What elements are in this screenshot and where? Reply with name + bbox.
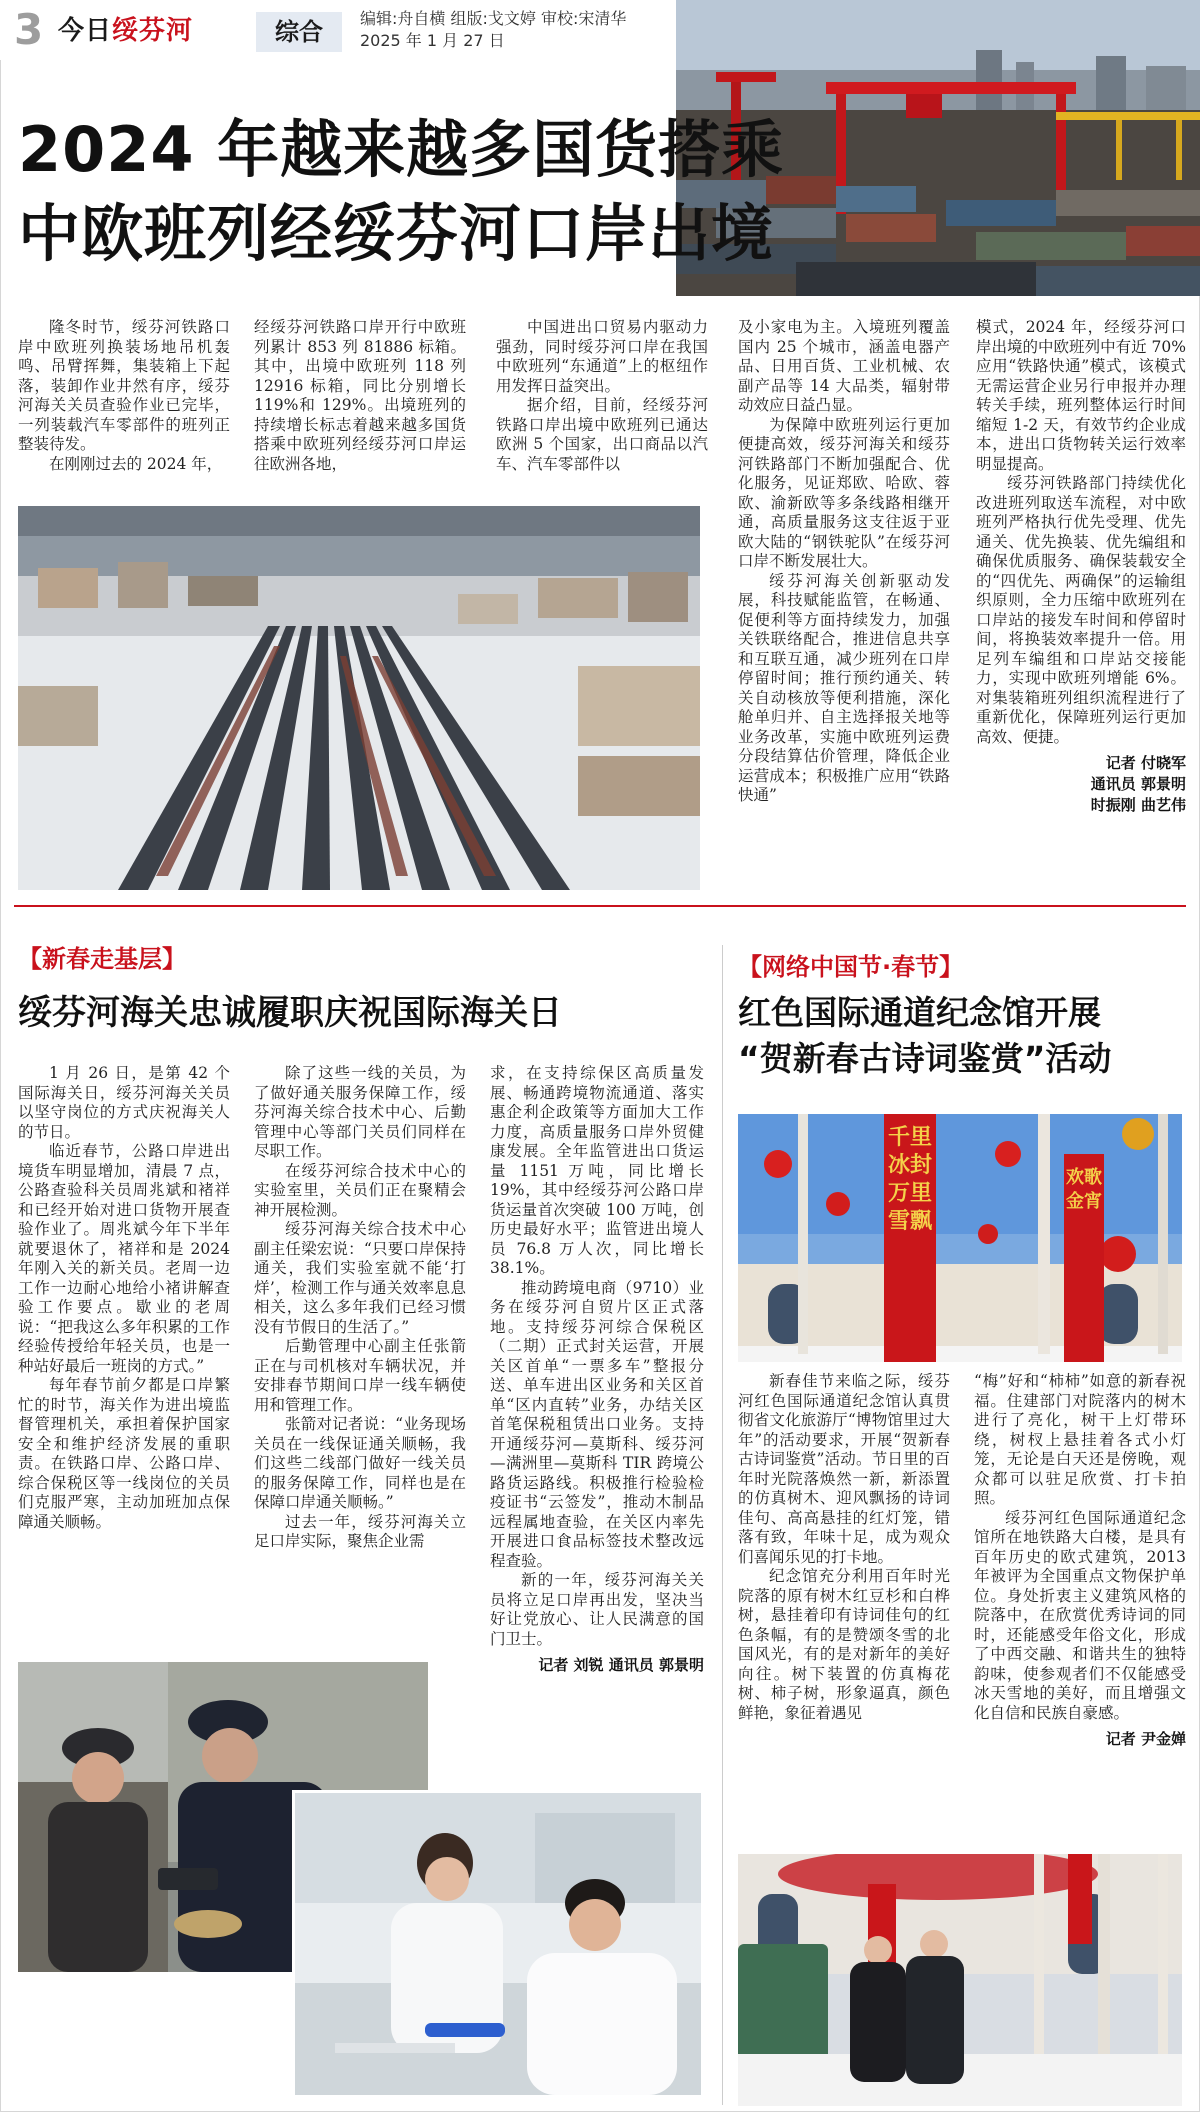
red-banner-right-text: 欢歌金宵 [1066,1167,1102,1212]
brand-name: 绥芬河 [112,16,194,46]
paragraph: 绥芬河铁路部门持续优化改进班列取送车流程，对中欧班列严格执行优先受理、优先通关、优先换装、优先编组和确保优质服务、确保装载安全的“四优先、两确保”的运输组织原则，全力压缩中欧班列在口岸站的接发车时间和停留时间，将换装效率提升一倍。用足列车编组和口岸站交接能力，实现中欧班列增能 6%。对集装箱班列组织流程进行了重新优化，保障班列运行更加高效、便捷。 [976,474,1186,746]
lead-column-2 [254,318,466,500]
paragraph: 1 月 26 日，是第 42 个国际海关日，绥芬河海关关员以坚守岗位的方式庆祝海关人的节日。 [18,1064,230,1141]
paragraph: 绥芬河红色国际通道纪念馆所在地铁路大白楼，是具有百年历史的欧式建筑，2013 年被评为全国重点文物保护单位。身处折衷主义建筑风格的院落中，在欣赏优秀诗词的同时，还能感受年俗文化，形成了中西交融、和谐共生的独特韵味，使参观者们不仅能感受冰天雪地的美好，而且增强文化自信和民族自豪感。 [974,1508,1186,1722]
paragraph: “梅”好和“柿柿”如意的新春祝福。住建部门对院落内的树木进行了亮化，树干上灯带环绕，树杈上悬挂着各式小灯笼，无论是白天还是傍晚，观众都可以驻足欣赏、打卡拍照。 [974,1372,1186,1507]
red-banners-photo [738,1114,1182,1362]
paragraph: 后勤管理中心副主任张箭正在与司机核对车辆状况，并安排春节期间口岸一线车辆使用和管理工作。 [254,1337,466,1414]
story2-headline: 绥芬河海关忠诚履职庆祝国际海关日 [18,993,562,1033]
paragraph: 新春佳节来临之际，绥芬河红色国际通道纪念馆认真贯彻省文化旅游厅“博物馆里过大年”的活动要求，开展“贺新春古诗词鉴赏”活动。节日里的百年时光院落焕然一新，新添置的仿真树木、迎风飘扬的诗词佳句、高高悬挂的红灯笼，错落有致，年味十足，成为观众们喜闻乐见的打卡地。 [738,1372,950,1566]
paragraph: 据介绍，目前，经绥芬河铁路口岸出境中欧班列已通达欧洲 5 个国家，出口商品以汽车、汽车零部件以 [496,396,708,473]
lead-column-4 [738,318,950,886]
paragraph: 在刚刚过去的 2024 年， [49,454,223,473]
paragraph: 过去一年，绥芬河海关立足口岸实际，聚焦企业需 [254,1512,466,1550]
credits [360,8,626,52]
masthead [0,0,680,60]
byline-correspondent-2: 时振刚 曲艺伟 [1090,796,1186,814]
story3-headline-line2: “贺新春古诗词鉴赏”活动 [738,1039,1112,1078]
visitors-courtyard-photo [738,1854,1182,2106]
red-banner-left-text: 千里冰封 万里雪飘 [887,1125,932,1234]
lead-headline-line1: 2024 年越来越多国货搭乘 [18,113,785,186]
brand-logo [58,16,193,46]
snowy-station-photo [18,506,700,890]
story3-headline-line1: 红色国际通道纪念馆开展 [738,993,1101,1032]
laboratory-illustration [295,1793,701,2095]
red-banners-illustration [738,1114,1182,1362]
paragraph: 推动跨境电商（9710）业务在绥芬河自贸片区正式落地。支持绥芬河综合保税区（二期）正式封关运营，开展关区首单“一票多车”整报分送、单车进出区业务和关区首单“区内直转”业务，办结关区首笔保税租赁出口业务。支持开通绥芬河—莫斯科、绥芬河—满洲里—莫斯科 TIR 跨境公路货运路线。积极推行检验检疫证书“云签发”，推动木制品远程属地查验，在关区内率先开展进口食品标签技术整改远程查验。 [490,1278,704,1570]
paragraph: 在绥芬河综合技术中心的实验室里，关员们正在聚精会神开展检测。 [254,1161,466,1219]
paragraph: 张箭对记者说：“业务现场关员在一线保证通关顺畅，我们这些二线部门做好一线关员的服务保障工作，同样也是在保障口岸通关顺畅。” [254,1415,466,1511]
lead-headline-line2: 中欧班列经绥芬河口岸出境 [18,197,775,270]
paragraph: 求，在支持综保区高质量发展、畅通跨境物流通道、落实惠企利企政策等方面加大工作力度，高质量服务口岸外贸健康发展。全年监管进出口货运量 1151 万吨，同比增长 19%，其中经绥芬河公路口岸货运量首次突破 100 万吨，创历史最好水平；监管进出境人员 76.8 万人次，同比增长 38.1%。 [490,1064,704,1277]
column-divider [722,945,723,2105]
page-number: 3 [14,5,44,54]
laboratory-photo [292,1790,704,2098]
brand-prefix: 今日 [58,16,113,46]
paragraph: 新的一年，绥芬河海关关员将立足口岸再出发，坚决当好让党放心、让人民满意的国门卫士。 [490,1571,704,1648]
snowy-station-illustration [18,506,700,890]
story2-byline: 记者 刘锐 通讯员 郭景明 [538,1656,704,1674]
byline-reporter: 记者 付晓军 [1105,754,1186,772]
story2-column-3 [490,1064,704,1754]
paragraph: 及小家电为主。入境班列覆盖国内 25 个城市，涵盖电器产品、日用百货、工业机械、农副产品等 14 大品类，辐射带动效应日益凸显。 [738,318,950,414]
story3-tag: 【网络中国节·春节】 [738,953,964,981]
story2-column-2 [254,1064,466,1648]
paragraph: 除了这些一线的关员，为了做好通关服务保障工作，绥芬河海关综合技术中心、后勤管理中心等部门关员们同样在尽职工作。 [254,1064,466,1160]
section-divider [14,905,1186,907]
story3-headline [738,990,1188,1082]
story3-byline: 记者 尹金婵 [1105,1730,1186,1748]
paragraph: 模式，2024 年，经绥芬河口岸出境的中欧班列中有近 70%应用“铁路快通”模式，该模式无需运营企业另行申报并办理转关手续，班列整体运行时间缩短 1-2 天，有效节约企业成本，进出口货物转关运行效率明显提高。 [976,318,1186,473]
paragraph: 绥芬河海关创新驱动发展，科技赋能监管，在畅通、促便利等方面持续发力，加强关铁联络配合，推进信息共享和互联互通，减少班列在口岸停留时间；推行预约通关、转关自动核放等便利措施，深化舱单归并、自主选择报关地等业务改革，实施中欧班列运费分段结算估价管理，降低企业运营成本；积极推广应用“铁路快通” [738,571,950,804]
story2-column-1 [18,1064,230,1648]
byline-correspondent: 通讯员 郭景明 [1090,775,1186,793]
lead-column-1 [18,318,230,500]
story3-column-2 [974,1372,1186,1842]
paragraph: 经绥芬河铁路口岸开行中欧班列累计 853 列 81886 标箱。其中，出境中欧班列 118 列 12916 标箱，同比分别增长 119%和 129%。出境班列的持续增长标志着越来越多国货搭乘中欧班列经绥芬河口岸运往欧洲各地， [254,318,466,473]
lead-column-5 [976,318,1186,886]
paragraph: 每年春节前夕都是口岸繁忙的时节，海关作为进出境监督管理机关，承担着保护国家安全和维护经济发展的重职责。在铁路口岸、公路口岸、综合保税区等一线岗位的关员们克服严寒，主动加班加点保障通关顺畅。 [18,1376,230,1531]
story2-tag: 【新春走基层】 [18,945,186,973]
paragraph: 绥芬河海关综合技术中心副主任梁宏说：“只要口岸保持通关，我们实验室就不能‘打烊’，检测工作与通关效率息息相关，这么多年我们已经习惯没有节假日的生活了。” [254,1220,466,1336]
paragraph: 纪念馆充分利用百年时光院落的原有树木红豆杉和白桦树，悬挂着印有诗词佳句的红色条幅，有的是赞颂冬雪的北国风光，有的是对新年的美好向往。树下装置的仿真梅花树、柿子树，形象逼真，颜色鲜艳，象征着遇见 [738,1567,950,1722]
lead-byline [976,753,1186,816]
paragraph: 中国进出口贸易内驱动力强劲，同时绥芬河口岸在我国中欧班列“东通道”上的枢纽作用发挥日益突出。 [496,318,708,395]
paragraph: 临近春节，公路口岸进出境货车明显增加，清晨 7 点，公路查验科关员周兆斌和褚祥和已经开始对进口货物开展查验作业了。周兆斌今年下半年就要退休了，褚祥和是 2024 年刚入关的新关员。老周一边工作一边耐心地给小褚讲解查验工作要点。歇业的老周说：“把我这么多年积累的工作经验传授给年轻关员，也是一种站好最后一班岗的方式。” [18,1142,230,1375]
lead-column-3 [496,318,708,500]
paragraph: 隆冬时节，绥芬河铁路口岸中欧班列换装场地吊机轰鸣、吊臂挥舞，集装箱上下起落，装卸作业井然有序，绥芬河海关关员查验作业已完毕，一列装载汽车零部件的班列正整装待发。 [18,318,230,453]
visitors-courtyard-illustration [738,1854,1182,2106]
story3-column-1 [738,1372,950,1832]
section-label: 综合 [256,12,342,52]
lead-headline [18,108,978,276]
issue-date: 2025 年 1 月 27 日 [360,31,505,50]
paragraph: 为保障中欧班列运行更加便捷高效，绥芬河海关和绥芬河铁路部门不断加强配合、优化服务，见证郑欧、哈欧、蓉欧、渝新欧等多条线路相继开通，高质量服务这支往返于亚欧大陆的“钢铁驼队”在绥芬河口岸不断发展壮大。 [738,415,950,570]
editor-credits: 编辑:舟自横 组版:戈文婷 审校:宋清华 [360,9,627,28]
